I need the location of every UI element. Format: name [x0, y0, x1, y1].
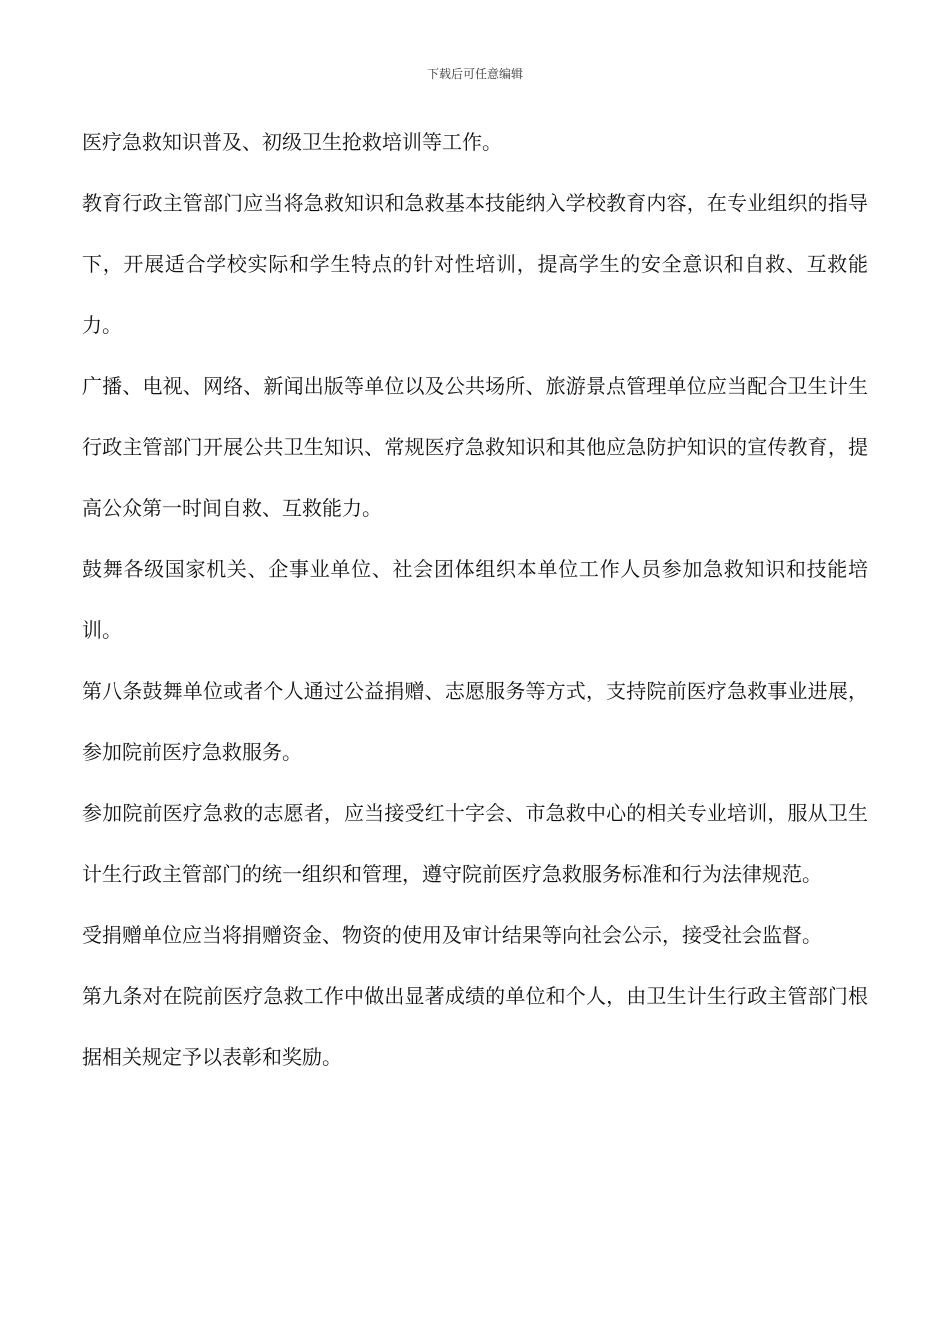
paragraph-5: 第八条鼓舞单位或者个人通过公益捐赠、志愿服务等方式，支持院前医疗急救事业进展，参加院前医疗急救服务。 — [82, 679, 868, 764]
paragraph-6: 参加院前医疗急救的志愿者，应当接受红十字会、市急救中心的相关专业培训，服从卫生计生行政主管部门的统一组织和管理，遵守院前医疗急救服务标准和行为法律规范。 — [82, 801, 868, 886]
paragraph-7: 受捐赠单位应当将捐赠资金、物资的使用及审计结果等向社会公示，接受社会监督。 — [82, 923, 822, 947]
paragraph-2: 教育行政主管部门应当将急救知识和急救基本技能纳入学校教育内容，在专业组织的指导下，开展适合学校实际和学生特点的针对性培训，提高学生的安全意识和自救、互救能力。 — [82, 191, 868, 337]
page-header: 下载后可任意编辑 — [426, 67, 523, 81]
paragraph-4: 鼓舞各级国家机关、企事业单位、社会团体组织本单位工作人员参加急救知识和技能培训。 — [82, 557, 868, 642]
paragraph-3: 广播、电视、网络、新闻出版等单位以及公共场所、旅游景点管理单位应当配合卫生计生行政主管部门开展公共卫生知识、常规医疗急救知识和其他应急防护知识的宣传教育，提高公众第一时间自救、互救能力。 — [82, 374, 868, 520]
paragraph-1: 医疗急救知识普及、初级卫生抢救培训等工作。 — [82, 130, 502, 154]
paragraph-8: 第九条对在院前医疗急救工作中做出显著成绩的单位和个人，由卫生计生行政主管部门根据相关规定予以表彰和奖励。 — [82, 984, 868, 1069]
document-body — [82, 112, 868, 1088]
